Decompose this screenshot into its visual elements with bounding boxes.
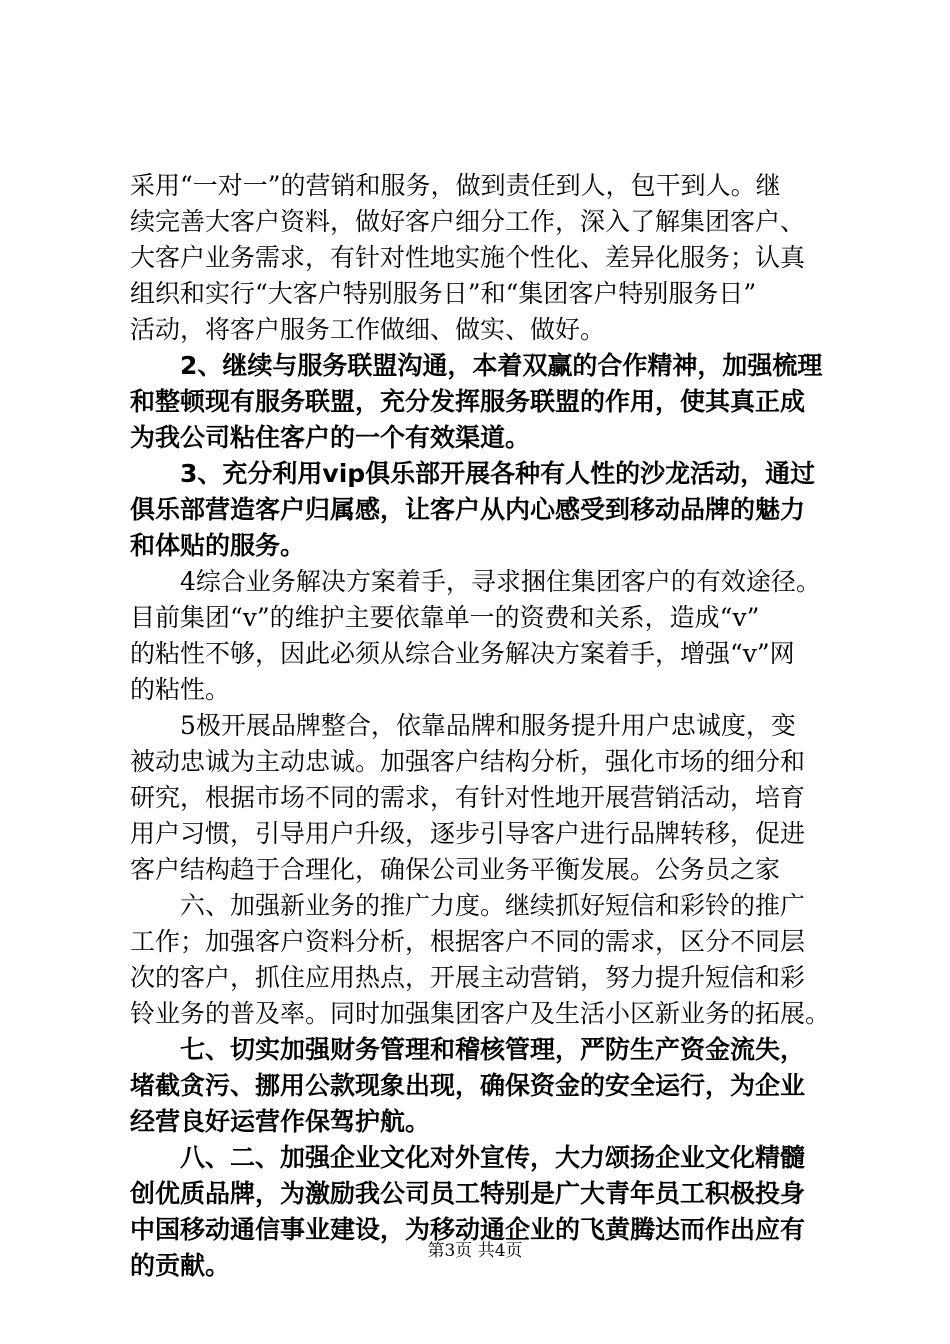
paragraph (130, 708, 840, 888)
text-line: 研究，根据市场不同的需求，有针对性地开展营销活动，培育 (130, 783, 806, 812)
text-line: 七、切实加强财务管理和稽核管理，严防生产资金流失， (180, 1035, 806, 1064)
text-line: 用户习惯，引导用户升级，逐步引导客户进行品牌转移，促进 (130, 819, 806, 848)
text-line: 的贡献。 (130, 1251, 231, 1280)
text-line: 次的客户，抓住应用热点，开展主动营销，努力提升短信和彩 (130, 963, 806, 992)
text-line: 创优质品牌，为激励我公司员工特别是广大青年员工积极投身 (130, 1179, 806, 1208)
text-line: 目前集团“v”的维护主要依靠单一的资费和关系，造成“v” (130, 603, 760, 632)
text-line: 工作；加强客户资料分析，根据客户不同的需求，区分不同层 (130, 927, 806, 956)
text-line: 经营良好运营作保驾护航。 (130, 1107, 431, 1136)
text-line: 八、二、加强企业文化对外宣传，大力颂扬企业文化精髓 (180, 1143, 806, 1172)
text-line: 六、加强新业务的推广力度。继续抓好短信和彩铃的推广 (180, 891, 806, 920)
text-line: 4综合业务解决方案着手，寻求捆住集团客户的有效途径。 (180, 567, 821, 596)
text-line: 被动忠诚为主动忠诚。加强客户结构分析，强化市场的细分和 (130, 747, 806, 776)
text-line: 为我公司粘住客户的一个有效渠道。 (130, 423, 531, 452)
text-line: 续完善大客户资料，做好客户细分工作，深入了解集团客户、 (130, 207, 806, 236)
text-line: 中国移动通信事业建设，为移动通企业的飞黄腾达而作出应有 (130, 1215, 806, 1244)
paragraph (130, 888, 840, 1032)
page-footer: 第3页 共4页 (427, 1241, 523, 1261)
text-line: 和体贴的服务。 (130, 531, 306, 560)
text-line: 5极开展品牌整合，依靠品牌和服务提升用户忠诚度，变 (180, 711, 796, 740)
paragraph (130, 348, 840, 456)
text-line: 俱乐部营造客户归属感，让客户从内心感受到移动品牌的魅力 (130, 495, 806, 524)
text-line: 大客户业务需求，有针对性地实施个性化、差异化服务；认真 (130, 243, 806, 272)
text-line: 采用“一对一”的营销和服务，做到责任到人，包干到人。继 (130, 171, 781, 200)
text-line: 的粘性。 (130, 675, 231, 704)
paragraph (130, 456, 840, 564)
text-line: 2、继续与服务联盟沟通，本着双赢的合作精神，加强梳理 (180, 351, 823, 380)
text-line: 3、充分利用vip俱乐部开展各种有人性的沙龙活动，通过 (180, 459, 816, 488)
text-line: 的粘性不够，因此必须从综合业务解决方案着手，增强“v”网 (130, 639, 795, 668)
text-line: 堵截贪污、挪用公款现象出现，确保资金的安全运行，为企业 (130, 1071, 806, 1100)
text-line: 活动，将客户服务工作做细、做实、做好。 (130, 315, 606, 344)
paragraph (130, 1140, 840, 1284)
text-line: 和整顿现有服务联盟，充分发挥服务联盟的作用，使其真正成 (130, 387, 806, 416)
document-body (130, 168, 840, 1284)
paragraph (130, 168, 840, 348)
paragraph (130, 564, 840, 708)
paragraph (130, 1032, 840, 1140)
text-line: 组织和实行“大客户特别服务日”和“集团客户特别服务日” (130, 279, 757, 308)
text-line: 客户结构趋于合理化，确保公司业务平衡发展。公务员之家 (130, 855, 781, 884)
text-line: 铃业务的普及率。同时加强集团客户及生活小区新业务的拓展。 (130, 999, 831, 1028)
